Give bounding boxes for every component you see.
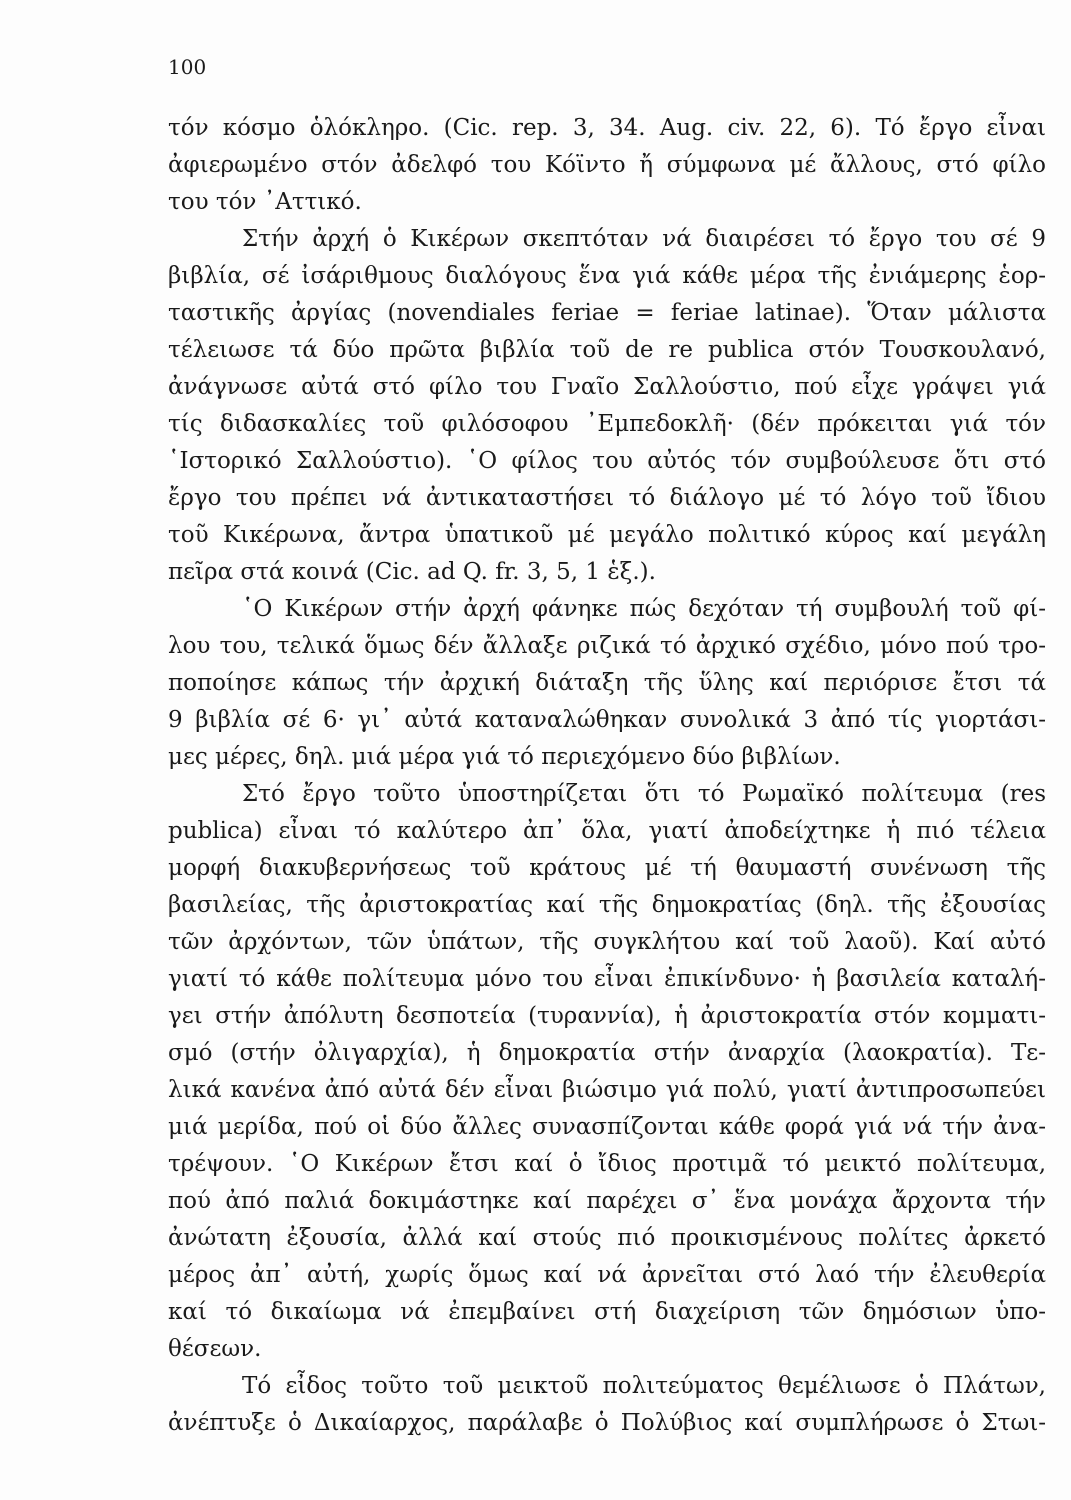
text-line: σμό (στήν ὀλιγαρχία), ἡ δημοκρατία στήν ἀναρχία (λαοκρατία). Τε- <box>168 1040 1046 1066</box>
text-line: καί τό δικαίωμα νά ἐπεμβαίνει στή διαχείριση τῶν δημόσιων ὑπο- <box>168 1299 1046 1325</box>
body-text <box>168 110 1046 1442</box>
text-line: μες μέρες, δηλ. μιά μέρα γιά τό περιεχόμενο δύο βιβλίων. <box>168 744 841 770</box>
text-line: ἀνώτατη ἐξουσία, ἀλλά καί στούς πιό προικισμένους πολίτες ἀρκετό <box>168 1225 1046 1251</box>
text-line: βιβλία, σέ ἰσάριθμους διαλόγους ἕνα γιά κάθε μέρα τῆς ἐνιάμερης ἑορ- <box>168 263 1046 289</box>
text-line: publica) εἶναι τό καλύτερο ἀπ᾿ ὅλα, γιατί ἀποδείχτηκε ἡ πιό τέλεια <box>168 818 1046 844</box>
text-line: μορφή διακυβερνήσεως τοῦ κράτους μέ τή θαυμαστή συνένωση τῆς <box>168 855 1046 881</box>
text-line: Στήν ἀρχή ὁ Κικέρων σκεπτόταν νά διαιρέσει τό ἔργο του σέ 9 <box>242 226 1046 252</box>
text-line: τῶν ἀρχόντων, τῶν ὑπάτων, τῆς συγκλήτου καί τοῦ λαοῦ). Καί αὐτό <box>168 929 1046 955</box>
page-number: 100 <box>168 55 207 79</box>
text-line: ἀνέπτυξε ὁ Δικαίαρχος, παράλαβε ὁ Πολύβιος καί συμπλήρωσε ὁ Στωι- <box>168 1410 1046 1436</box>
text-line: Τό εἶδος τοῦτο τοῦ μεικτοῦ πολιτεύματος θεμέλιωσε ὁ Πλάτων, <box>242 1373 1046 1399</box>
text-line: τίς διδασκαλίες τοῦ φιλόσοφου ᾿Εμπεδοκλῆ· (δέν πρόκειται γιά τόν <box>168 411 1046 437</box>
text-line: ῾Ιστορικό Σαλλούστιο). ῾Ο φίλος του αὐτός τόν συμβούλευσε ὅτι στό <box>168 448 1046 474</box>
text-line: γιατί τό κάθε πολίτευμα μόνο του εἶναι ἐπικίνδυνο· ἡ βασιλεία καταλή- <box>168 966 1046 992</box>
text-line: 9 βιβλία σέ 6· γι᾿ αὐτά καταναλώθηκαν συνολικά 3 ἀπό τίς γιορτάσι- <box>168 707 1046 733</box>
text-line: τέλειωσε τά δύο πρῶτα βιβλία τοῦ de re publica στόν Τουσκουλανό, <box>168 337 1046 363</box>
text-line: τοῦ Κικέρωνα, ἄντρα ὑπατικοῦ μέ μεγάλο πολιτικό κύρος καί μεγάλη <box>168 522 1046 548</box>
text-line: ταστικῆς ἀργίας (novendiales feriae = feriae latinae). Ὅταν μάλιστα <box>168 300 1046 326</box>
text-line: ποποίησε κάπως τήν ἀρχική διάταξη τῆς ὕλης καί περιόρισε ἔτσι τά <box>168 670 1046 696</box>
text-line: ἀφιερωμένο στόν ἀδελφό του Κόϊντο ἤ σύμφωνα μέ ἄλλους, στό φίλο <box>168 152 1046 178</box>
text-line: μέρος ἀπ᾿ αὐτή, χωρίς ὅμως καί νά ἀρνεῖται στό λαό τήν ἐλευθερία <box>168 1262 1046 1288</box>
text-line: λου του, τελικά ὅμως δέν ἄλλαξε ριζικά τό ἀρχικό σχέδιο, μόνο πού τρο- <box>168 633 1046 659</box>
text-line: πού ἀπό παλιά δοκιμάστηκε καί παρέχει σ᾿ ἕνα μονάχα ἄρχοντα τήν <box>168 1188 1046 1214</box>
text-line: τρέψουν. ῾Ο Κικέρων ἔτσι καί ὁ ἴδιος προτιμᾶ τό μεικτό πολίτευμα, <box>168 1151 1046 1177</box>
text-line: τόν κόσμο ὁλόκληρο. (Cic. rep. 3, 34. Aug. civ. 22, 6). Τό ἔργο εἶναι <box>168 115 1046 141</box>
text-line: του τόν ᾿Αττικό. <box>168 189 362 215</box>
text-line: θέσεων. <box>168 1336 262 1362</box>
text-line: ῾Ο Κικέρων στήν ἀρχή φάνηκε πώς δεχόταν τή συμβουλή τοῦ φί- <box>242 596 1046 622</box>
text-line: λικά κανένα ἀπό αὐτά δέν εἶναι βιώσιμο γιά πολύ, γιατί ἀντιπροσωπεύει <box>168 1077 1046 1103</box>
text-line: γει στήν ἀπόλυτη δεσποτεία (τυραννία), ἡ ἀριστοκρατία στόν κομματι- <box>168 1003 1046 1029</box>
text-line: ἔργο του πρέπει νά ἀντικαταστήσει τό διάλογο μέ τό λόγο τοῦ ἴδιου <box>168 485 1046 511</box>
text-line: βασιλείας, τῆς ἀριστοκρατίας καί τῆς δημοκρατίας (δηλ. τῆς ἐξουσίας <box>168 892 1046 918</box>
text-line: πεῖρα στά κοινά (Cic. ad Q. fr. 3, 5, 1 ἑξ.). <box>168 559 656 585</box>
text-line: Στό ἔργο τοῦτο ὑποστηρίζεται ὅτι τό Ρωμαϊκό πολίτευμα (res <box>242 781 1046 807</box>
text-line: μιά μερίδα, πού οἱ δύο ἄλλες συνασπίζονται κάθε φορά γιά νά τήν ἀνα- <box>168 1114 1046 1140</box>
text-line: ἀνάγνωσε αὐτά στό φίλο του Γναῖο Σαλλούστιο, πού εἶχε γράψει γιά <box>168 374 1046 400</box>
